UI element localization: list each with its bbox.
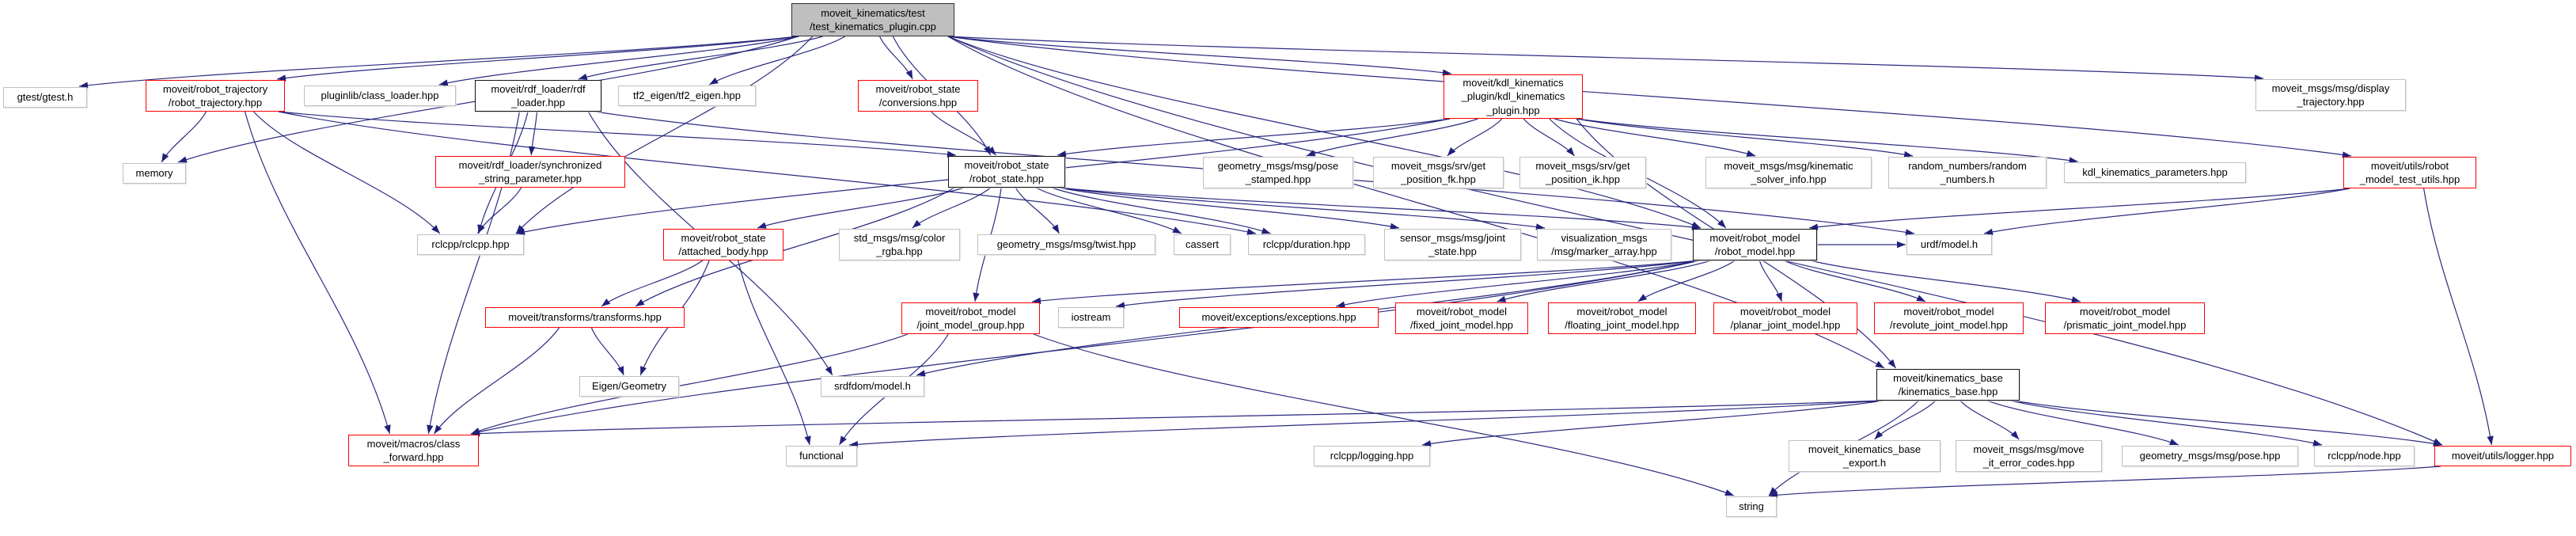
node-label: /prismatic_joint_model.hpp	[2063, 319, 2187, 331]
node-label: _loader.hpp	[511, 97, 565, 108]
arrowhead-icon	[161, 153, 169, 162]
graph-node-memory	[123, 163, 186, 184]
include-edge	[279, 112, 1256, 234]
graph-node-duration	[1248, 234, 1365, 255]
graph-node-get_position_ik	[1519, 157, 1646, 188]
arrowhead-icon	[757, 222, 767, 229]
graph-node-root	[791, 3, 954, 36]
graph-node-urdf_model	[1906, 234, 1992, 255]
node-label: Eigen/Geometry	[592, 380, 666, 393]
node-label: memory	[135, 167, 173, 180]
graph-node-test_utils[interactable]	[2343, 157, 2476, 188]
graph-node-attached_body[interactable]	[663, 229, 783, 260]
graph-node-floating_joint[interactable]	[1548, 302, 1696, 334]
node-label: _solver_info.hpp	[1751, 173, 1827, 185]
include-edge	[1875, 401, 1936, 439]
graph-node-joint_state	[1384, 229, 1521, 260]
include-edge	[1447, 119, 1502, 156]
node-label: moveit/robot_model	[1576, 305, 1667, 317]
node-label: /fixed_joint_model.hpp	[1409, 319, 1514, 331]
include-edge	[757, 188, 964, 228]
arrowhead-icon	[1172, 226, 1182, 234]
node-label: _trajectory.hpp	[2297, 96, 2365, 108]
node-label: geometry_msgs/msg/pose	[1217, 159, 1339, 172]
node-label: _model_test_utils.hpp	[2359, 173, 2460, 185]
node-label: /floating_joint_model.hpp	[1565, 319, 1679, 331]
node-label: pluginlib/class_loader.hpp	[321, 89, 439, 102]
include-edge	[1576, 119, 2078, 162]
arrowhead-icon	[804, 435, 810, 445]
graph-node-string	[1726, 496, 1777, 517]
arrowhead-icon	[1566, 147, 1574, 156]
node-label: std_msgs/msg/color	[853, 231, 946, 244]
graph-node-twist	[977, 234, 1155, 255]
node-label: moveit_msgs/msg/move	[1973, 443, 2085, 455]
node-label: moveit/robot_model	[1903, 305, 1994, 317]
graph-node-cassert	[1174, 234, 1231, 255]
include-edge	[1523, 119, 1574, 156]
arrowhead-icon	[1447, 147, 1455, 156]
include-edge	[1034, 334, 1734, 496]
arrowhead-icon	[912, 220, 921, 228]
node-label: rclcpp/node.hpp	[2328, 450, 2401, 462]
graph-node-functional	[786, 446, 857, 466]
graph-node-pose	[2122, 446, 2298, 466]
graph-node-logging	[1314, 446, 1430, 466]
include-edge	[2013, 401, 2442, 445]
graph-node-rdf_loader[interactable]	[475, 80, 601, 112]
arrowhead-icon	[1875, 361, 1884, 368]
arrowhead-icon	[2169, 439, 2179, 445]
node-label: rclcpp/rclcpp.hpp	[431, 238, 510, 251]
node-label: _position_ik.hpp	[1546, 173, 1620, 185]
arrowhead-icon	[906, 70, 912, 79]
node-label: /joint_model_group.hpp	[916, 319, 1025, 331]
node-label: moveit_kinematics/test	[821, 6, 925, 19]
arrowhead-icon	[529, 146, 535, 155]
arrowhead-icon	[579, 74, 588, 80]
graph-node-fixed_joint[interactable]	[1395, 302, 1528, 334]
include-edge	[2010, 401, 2322, 445]
arrowhead-icon	[825, 366, 833, 375]
node-label: _numbers.h	[1940, 173, 1995, 185]
node-label: moveit_msgs/msg/kinematic	[1724, 159, 1853, 172]
arrowhead-icon	[1261, 227, 1271, 234]
include-edge	[849, 401, 1883, 445]
node-label: /planar_joint_model.hpp	[1730, 319, 1841, 331]
arrowhead-icon	[1776, 292, 1782, 302]
include-edge	[912, 188, 991, 228]
include-edge	[1057, 119, 1450, 155]
graph-node-kinematics_base[interactable]	[1876, 369, 2020, 401]
arrowhead-icon	[1746, 150, 1755, 157]
node-label: moveit_msgs/srv/get	[1535, 159, 1630, 172]
graph-node-tf2_eigen	[618, 86, 756, 106]
include-edge	[2424, 188, 2492, 445]
node-label: /kinematics_base.hpp	[1898, 386, 1998, 397]
graph-node-robot_trajectory[interactable]	[146, 80, 285, 112]
graph-node-exceptions[interactable]	[1179, 307, 1379, 328]
graph-node-robot_state[interactable]	[948, 156, 1065, 188]
node-label: kdl_kinematics_parameters.hpp	[2082, 166, 2228, 179]
graph-node-eigen_geometry	[579, 376, 679, 397]
node-label: srdfdom/model.h	[834, 380, 911, 393]
include-edge	[1811, 260, 2081, 302]
node-label: moveit/exceptions/exceptions.hpp	[1201, 311, 1356, 324]
node-label: iostream	[1071, 311, 1111, 324]
arrowhead-icon	[1638, 294, 1647, 302]
node-label: moveit/rdf_loader/rdf	[491, 82, 586, 95]
graph-node-kin_base_export	[1789, 440, 1941, 472]
graph-node-node	[2314, 446, 2415, 466]
node-label: rclcpp/logging.hpp	[1330, 450, 1414, 462]
node-label: random_numbers/random	[1908, 159, 2027, 172]
node-label: /msg/marker_array.hpp	[1551, 245, 1657, 257]
graph-node-get_position_fk	[1373, 157, 1504, 188]
arrowhead-icon	[973, 293, 979, 302]
node-label: moveit/robot_model	[1739, 305, 1831, 317]
node-label: moveit/robot_model	[925, 305, 1016, 317]
node-label: _string_parameter.hpp	[478, 173, 582, 184]
node-label: moveit/robot_model	[1416, 305, 1508, 317]
node-label: urdf/model.h	[1920, 238, 1978, 251]
arrowhead-icon	[1875, 431, 1884, 439]
node-label: _it_error_codes.hpp	[1982, 457, 2075, 469]
node-label: rclcpp/duration.hpp	[1262, 238, 1351, 251]
node-label: moveit/kdl_kinematics	[1463, 77, 1564, 89]
node-label: moveit/rdf_loader/synchronized	[458, 158, 602, 171]
node-label: /conversions.hpp	[878, 97, 958, 108]
arrowhead-icon	[1724, 489, 1734, 496]
graph-node-color_rgba	[839, 229, 960, 260]
include-edge	[1554, 119, 1755, 156]
include-edge	[1809, 188, 2350, 228]
node-label: moveit/transforms/transforms.hpp	[508, 311, 662, 324]
include-edge	[253, 112, 439, 234]
arrowhead-icon	[709, 78, 719, 85]
arrowhead-icon	[2487, 435, 2493, 445]
include-edge	[1497, 260, 1710, 302]
include-edge	[471, 401, 1883, 434]
node-label: _rgba.hpp	[876, 245, 923, 257]
graph-node-sync_param[interactable]	[435, 156, 625, 188]
arrowhead-icon	[2011, 431, 2020, 439]
node-label: /robot_model.hpp	[1714, 245, 1796, 257]
node-label: sensor_msgs/msg/joint	[1400, 231, 1505, 244]
graph-node-prismatic_joint[interactable]	[2045, 302, 2205, 334]
arrowhead-icon	[635, 299, 645, 306]
node-label: moveit_msgs/msg/display	[2271, 82, 2390, 94]
graph-node-srdfdom	[821, 376, 924, 397]
graph-node-marker_array	[1537, 229, 1671, 260]
node-label: /attached_body.hpp	[678, 245, 768, 257]
node-label: moveit/robot_trajectory	[162, 82, 268, 95]
include-edge	[434, 328, 559, 434]
include-edge	[1052, 188, 1271, 234]
include-edge	[161, 112, 206, 162]
node-label: visualization_msgs	[1561, 231, 1648, 244]
graph-node-kinematic_solver_info	[1705, 157, 1872, 188]
arrowhead-icon	[1897, 241, 1906, 248]
arrowhead-icon	[617, 366, 624, 375]
node-label: gtest/gtest.h	[17, 91, 74, 104]
node-label: _plugin.hpp	[1486, 104, 1540, 116]
graph-node-pose_stamped	[1203, 157, 1353, 188]
arrowhead-icon	[384, 424, 390, 434]
node-label: /test_kinematics_plugin.cpp	[810, 21, 936, 32]
graph-node-revolute_joint[interactable]	[1874, 302, 2024, 334]
node-label: geometry_msgs/msg/twist.hpp	[996, 238, 1136, 251]
graph-node-robot_model[interactable]	[1693, 229, 1817, 260]
graph-node-pluginlib	[304, 86, 456, 106]
node-label: moveit/robot_state	[681, 231, 766, 244]
include-edge	[1960, 401, 2019, 439]
node-label: /revolute_joint_model.hpp	[1890, 319, 2008, 331]
arrowhead-icon	[1916, 295, 1925, 302]
node-label: _position_fk.hpp	[1401, 173, 1476, 185]
graph-node-planar_joint[interactable]	[1713, 302, 1857, 334]
include-edge	[1784, 260, 1925, 302]
include-edge	[1987, 401, 2179, 445]
node-label: _forward.hpp	[383, 451, 444, 463]
node-label: moveit/macros/class	[366, 437, 461, 450]
node-label: _export.h	[1842, 457, 1887, 469]
include-edge	[948, 36, 2263, 78]
graph-node-gtest	[3, 87, 87, 108]
node-label: moveit/robot_model	[1709, 231, 1800, 244]
arrowhead-icon	[601, 298, 610, 306]
node-label: _plugin/kdl_kinematics	[1461, 90, 1565, 103]
include-edge	[79, 36, 798, 86]
arrowhead-icon	[840, 435, 847, 445]
node-label: moveit/utils/robot	[2370, 159, 2449, 172]
node-label: tf2_eigen/tf2_eigen.hpp	[633, 89, 741, 102]
arrowhead-icon	[178, 157, 188, 163]
include-edge	[245, 112, 390, 434]
node-label: cassert	[1186, 238, 1219, 251]
include-edge	[277, 36, 798, 79]
include-edge	[1059, 188, 1701, 228]
graph-node-logger[interactable]	[2434, 446, 2571, 466]
node-label: moveit/robot_model	[2079, 305, 2171, 317]
graph-node-random_numbers	[1888, 157, 2047, 188]
node-label: /robot_state.hpp	[969, 173, 1044, 184]
node-label: moveit_kinematics_base	[1808, 443, 1922, 455]
graph-node-transforms[interactable]	[485, 307, 685, 328]
graph-node-rclcpp	[417, 234, 524, 255]
node-label: moveit/robot_state	[875, 82, 961, 95]
include-edge	[1032, 260, 1699, 302]
arrowhead-icon	[427, 424, 433, 434]
node-label: _state.hpp	[1428, 245, 1477, 257]
include-edge	[738, 260, 810, 445]
graph-node-display_trajectory	[2255, 79, 2406, 111]
node-label: functional	[799, 450, 844, 462]
graph-node-error_codes	[1956, 440, 2102, 472]
graph-node-kdl_params	[2064, 162, 2246, 183]
graph-node-class_forward[interactable]	[348, 435, 479, 466]
graph-node-kdl_plugin[interactable]	[1444, 74, 1583, 119]
node-label: moveit_msgs/srv/get	[1390, 159, 1486, 172]
node-label: moveit/utils/logger.hpp	[2451, 450, 2555, 462]
node-label: _stamped.hpp	[1245, 173, 1311, 185]
node-label: /robot_trajectory.hpp	[168, 97, 263, 108]
node-label: geometry_msgs/msg/pose.hpp	[2139, 450, 2281, 462]
graph-node-joint_model_group[interactable]	[901, 302, 1040, 334]
graph-node-conversions[interactable]	[858, 80, 978, 112]
node-label: string	[1739, 500, 1764, 513]
include-edge	[471, 260, 1699, 434]
include-edge	[516, 36, 813, 234]
arrowhead-icon	[1497, 296, 1506, 302]
node-label: moveit/robot_state	[964, 158, 1049, 171]
graph-node-iostream	[1058, 307, 1124, 328]
include-edge	[948, 36, 1451, 74]
node-label: moveit/kinematics_base	[1893, 371, 2003, 384]
arrowhead-icon	[640, 366, 647, 375]
